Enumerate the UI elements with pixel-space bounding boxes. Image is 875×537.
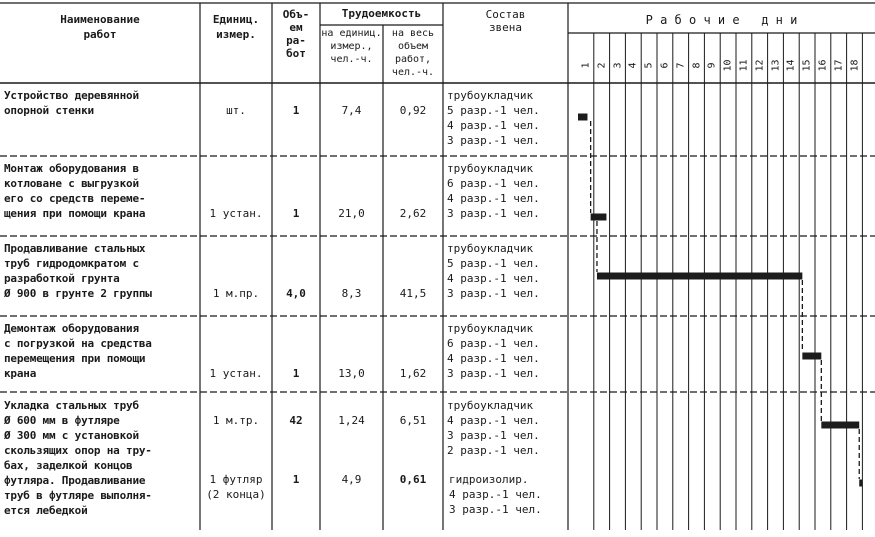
crew-cell	[447, 161, 567, 221]
cell-line: Ø 900 в грунте 2 группы	[4, 287, 152, 300]
header-volume-line: ра-	[286, 34, 306, 47]
cell-line: 1	[292, 367, 300, 380]
day-number: 5	[643, 62, 655, 69]
gantt-bar	[859, 480, 862, 487]
cell-line: 1 устан.	[209, 207, 263, 220]
header-crew-line: звена	[488, 21, 523, 34]
labor-per-unit-cell	[320, 286, 383, 301]
day-number: 14	[785, 59, 797, 72]
header-volume	[272, 8, 320, 60]
unit-cell-2	[200, 472, 272, 502]
cell-line: 1 м.тр.	[212, 414, 260, 427]
day-number: 18	[849, 59, 860, 72]
unit-cell	[200, 103, 272, 118]
cell-line: 7,4	[341, 104, 362, 117]
day-number: 2	[596, 62, 608, 69]
labor-per-unit-cell	[320, 103, 383, 118]
cell-line: 6 разр.-1 чел.	[447, 337, 540, 350]
cell-line: 4 разр.-1 чел.	[447, 119, 540, 132]
day-number: 3	[612, 62, 623, 69]
cell-line: перемещения при помощи	[4, 352, 146, 365]
cell-line: 41,5	[399, 287, 427, 300]
cell-line: гидроизолир.	[449, 473, 529, 486]
cell-line: Укладка стальных труб	[4, 399, 139, 412]
day-number: 8	[691, 62, 702, 69]
cell-line: 8,3	[341, 287, 362, 300]
labor-per-unit-cell	[320, 366, 383, 381]
cell-line: 1,62	[399, 367, 427, 380]
cell-line: 1	[292, 104, 300, 117]
crew-cell	[447, 321, 567, 381]
gantt-bar	[597, 273, 802, 280]
cell-line: щения при помощи крана	[4, 207, 146, 220]
header-unit-line: Единиц.	[212, 13, 260, 26]
header-labor-total-line: работ,	[394, 54, 432, 65]
cell-line: разработкой грунта	[4, 272, 120, 285]
cell-line: 4 разр.-1 чел.	[447, 414, 540, 427]
header-labor-per-unit-line: чел.-ч.	[330, 54, 373, 65]
labor-total-cell	[383, 286, 443, 301]
cell-line: скользящих опор на тру-	[4, 444, 152, 457]
cell-line: 42	[289, 414, 303, 427]
cell-line: 4 разр.-1 чел.	[449, 488, 542, 501]
header-unit-line: измер.	[216, 28, 256, 41]
cell-line: 13,0	[338, 367, 365, 380]
day-number: 17	[833, 59, 845, 72]
cell-line: трубоукладчик	[447, 242, 534, 255]
header-volume-line: ем	[289, 21, 303, 34]
cell-line: 21,0	[338, 207, 365, 220]
work-name-cell	[4, 241, 198, 301]
day-number: 12	[754, 59, 766, 72]
header-volume-line: бот	[286, 47, 306, 60]
labor-total-cell-2	[383, 472, 443, 487]
header-labor-per-unit-line: на единиц.	[321, 28, 382, 39]
unit-cell	[200, 286, 272, 301]
cell-line: 4 разр.-1 чел.	[447, 192, 540, 205]
volume-cell	[272, 413, 320, 428]
header-name	[20, 12, 180, 42]
header-labor-total	[383, 27, 443, 79]
cell-line: трубоукладчик	[447, 89, 534, 102]
header-name-line: Наименование	[60, 13, 140, 26]
header-crew-line: Состав	[485, 8, 526, 21]
crew-cell	[447, 88, 567, 148]
crew-cell	[447, 398, 567, 458]
day-number: 9	[706, 62, 718, 69]
cell-line: 4 разр.-1 чел.	[447, 272, 540, 285]
header-labor-total-line: чел.-ч.	[391, 67, 435, 78]
labor-per-unit-cell	[320, 413, 383, 428]
cell-line: 0,61	[399, 473, 427, 486]
header-labor-per-unit	[320, 27, 383, 66]
cell-line: 5 разр.-1 чел.	[447, 104, 540, 117]
volume-cell	[272, 206, 320, 221]
cell-line: 3 разр.-1 чел.	[449, 503, 542, 516]
cell-line: котловане с выгрузкой	[4, 177, 139, 190]
work-name-cell	[4, 161, 198, 221]
day-number: 4	[627, 62, 639, 69]
cell-line: 3 разр.-1 чел.	[447, 207, 540, 220]
cell-line: Устройство деревянной	[4, 89, 139, 102]
cell-line: 3 разр.-1 чел.	[447, 134, 540, 147]
cell-line: Ø 600 мм в футляре	[4, 414, 120, 427]
work-name-cell	[4, 321, 198, 381]
header-crew	[443, 8, 568, 34]
cell-line: труб в футляре выполня-	[4, 489, 152, 502]
labor-total-cell	[383, 206, 443, 221]
header-workdays: Р а б о ч и е д н и	[645, 13, 798, 27]
cell-line: 6,51	[399, 414, 427, 427]
cell-line: 3 разр.-1 чел.	[447, 429, 540, 442]
header-labor-total-line: объем	[397, 41, 429, 52]
day-number: 10	[722, 59, 734, 72]
header-volume-line: Объ-	[282, 8, 310, 21]
day-number: 11	[738, 59, 750, 72]
crew-cell-2	[449, 472, 567, 517]
labor-total-cell	[383, 413, 443, 428]
gantt-bar	[821, 422, 859, 429]
cell-line: шт.	[226, 104, 246, 117]
cell-line: крана	[4, 367, 37, 380]
gantt-bar	[578, 114, 587, 121]
header-unit	[200, 12, 272, 42]
cell-line: трубоукладчик	[447, 322, 534, 335]
cell-line: 6 разр.-1 чел.	[447, 177, 540, 190]
volume-cell	[272, 366, 320, 381]
header-name-line: работ	[83, 28, 117, 41]
day-number: 6	[659, 62, 671, 69]
cell-line: 5 разр.-1 чел.	[447, 257, 540, 270]
cell-line: 1 м.пр.	[212, 287, 260, 300]
cell-line: 4,9	[341, 473, 362, 486]
unit-cell	[200, 413, 272, 428]
day-number: 16	[817, 59, 829, 72]
work-name-cell	[4, 88, 198, 118]
labor-total-cell	[383, 366, 443, 381]
cell-line: 2 разр.-1 чел.	[447, 444, 540, 457]
cell-line: 2,62	[399, 207, 427, 220]
cell-line: 4 разр.-1 чел.	[447, 352, 540, 365]
crew-cell	[447, 241, 567, 301]
cell-line: Продавливание стальных	[4, 242, 146, 255]
cell-line: труб гидродомкратом с	[4, 257, 139, 270]
volume-cell	[272, 103, 320, 118]
cell-line: ется лебедкой	[4, 504, 88, 517]
cell-line: 1	[292, 207, 300, 220]
gantt-bar	[591, 214, 607, 221]
unit-cell	[200, 366, 272, 381]
header-labor-total-line: на весь	[391, 28, 435, 39]
day-number: 7	[675, 62, 687, 69]
volume-cell-2	[272, 472, 320, 487]
cell-line: трубоукладчик	[447, 162, 534, 175]
gantt-bar	[802, 353, 821, 360]
cell-line: Монтаж оборудования в	[4, 162, 139, 175]
day-number: 15	[801, 59, 813, 72]
header-labor-per-unit-line: измер.,	[330, 41, 373, 52]
cell-line: 4,0	[286, 287, 306, 300]
cell-line: 0,92	[399, 104, 427, 117]
cell-line: 1 футляр	[209, 473, 263, 486]
cell-line: 1,24	[338, 414, 365, 427]
cell-line: Демонтаж оборудования	[4, 322, 139, 335]
unit-cell	[200, 206, 272, 221]
cell-line: 3 разр.-1 чел.	[447, 367, 540, 380]
cell-line: бах, заделкой концов	[4, 459, 133, 472]
cell-line: (2 конца)	[206, 488, 266, 501]
cell-line: трубоукладчик	[447, 399, 534, 412]
day-number: 1	[580, 62, 592, 69]
cell-line: его со средств переме-	[4, 192, 146, 205]
cell-line: 3 разр.-1 чел.	[447, 287, 540, 300]
header-labor: Трудоемкость	[341, 7, 422, 20]
cell-line: опорной стенки	[4, 104, 94, 117]
day-number: 13	[770, 59, 781, 72]
labor-total-cell	[383, 103, 443, 118]
labor-per-unit-cell	[320, 206, 383, 221]
cell-line: 1 устан.	[209, 367, 263, 380]
work-name-cell	[4, 398, 198, 518]
cell-line: футляра. Продавливание	[4, 474, 146, 487]
volume-cell	[272, 286, 320, 301]
cell-line: 1	[292, 473, 300, 486]
cell-line: Ø 300 мм с установкой	[4, 429, 139, 442]
labor-per-unit-cell-2	[320, 472, 383, 487]
cell-line: с погрузкой на средства	[4, 337, 152, 350]
